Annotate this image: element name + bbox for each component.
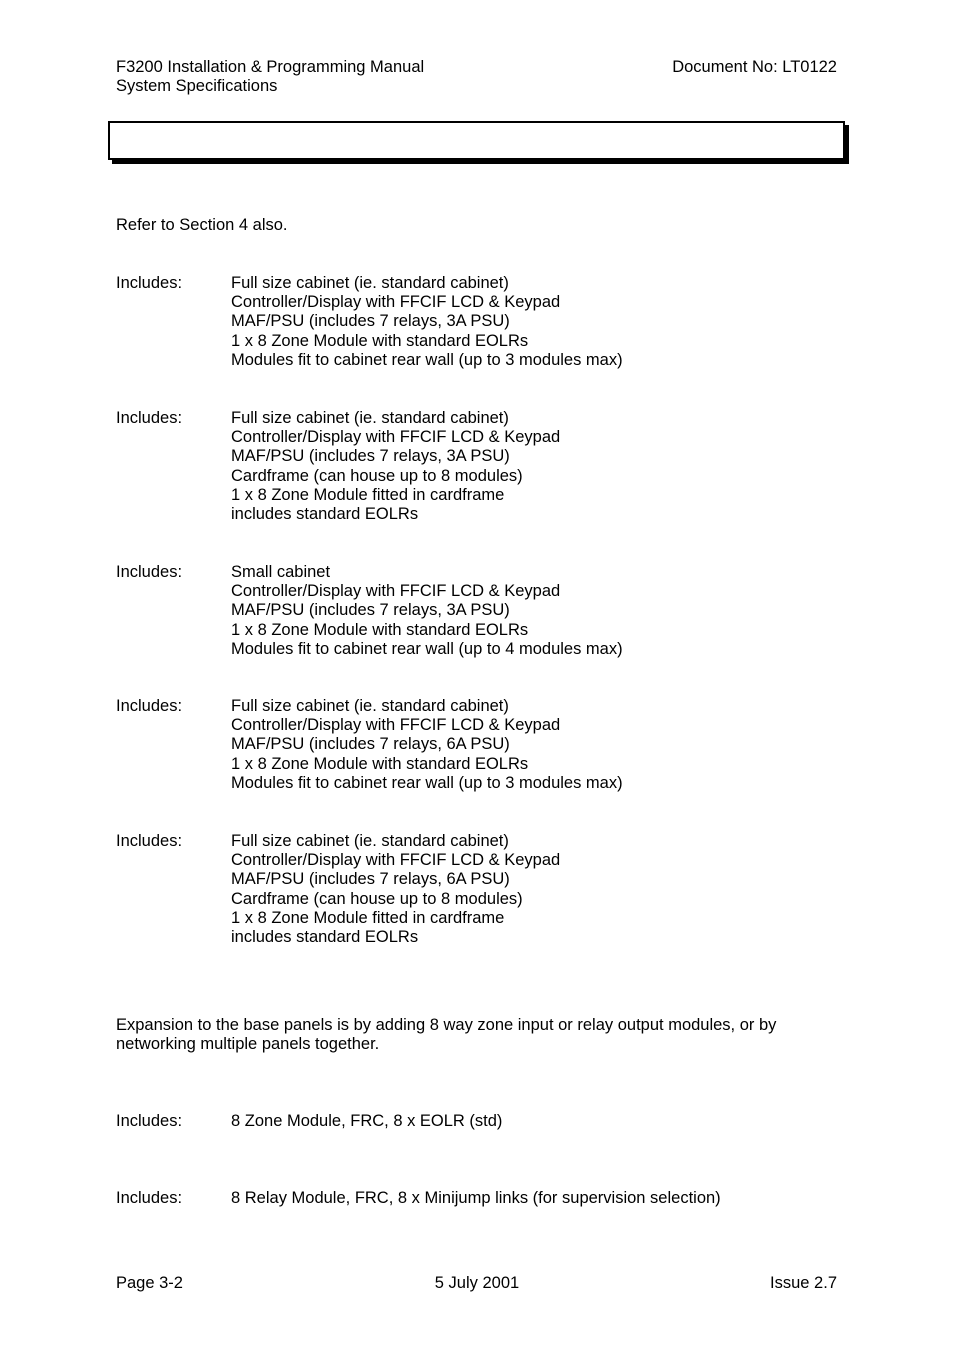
- includes-line: Cardframe (can house up to 8 modules): [231, 889, 523, 908]
- includes-line: MAF/PSU (includes 7 relays, 6A PSU): [231, 735, 510, 754]
- includes-line: Modules fit to cabinet rear wall (up to 3 modules max): [231, 773, 623, 792]
- includes-line: 1 x 8 Zone Module with standard EOLRs: [231, 620, 529, 639]
- includes-line: 1 x 8 Zone Module with standard EOLRs: [231, 331, 529, 350]
- includes-line: Controller/Display with FFCIF LCD & Keypad: [231, 293, 561, 312]
- includes-line: Full size cabinet (ie. standard cabinet): [231, 832, 509, 850]
- intro-text: Refer to Section 4 also.: [116, 216, 288, 234]
- includes-label: Includes:: [116, 274, 183, 292]
- includes-line: Cardframe (can house up to 8 modules): [231, 466, 523, 485]
- includes-line: 8 Relay Module, FRC, 8 x Minijump links (for supervision selection): [231, 1189, 721, 1207]
- includes-label: Includes:: [116, 832, 183, 850]
- includes-line: Controller/Display with FFCIF LCD & Keypad: [231, 582, 561, 601]
- includes-line: MAF/PSU (includes 7 relays, 3A PSU): [231, 447, 510, 466]
- expansion-text-line-2: networking multiple panels together.: [116, 1035, 380, 1053]
- includes-label: Includes:: [116, 1112, 183, 1130]
- includes-label: Includes:: [116, 697, 183, 715]
- includes-label: Includes:: [116, 1189, 183, 1207]
- includes-label: Includes:: [116, 409, 183, 427]
- includes-line: includes standard EOLRs: [231, 928, 419, 947]
- includes-line: Modules fit to cabinet rear wall (up to 4 modules max): [231, 639, 623, 658]
- includes-line: MAF/PSU (includes 7 relays, 6A PSU): [231, 870, 510, 889]
- includes-line: Small cabinet: [231, 563, 331, 581]
- includes-line: Controller/Display with FFCIF LCD & Keypad: [231, 716, 561, 735]
- expansion-text-line-1: Expansion to the base panels is by adding 8 way zone input or relay output modules, or by: [116, 1016, 777, 1034]
- manual-title: F3200 Installation & Programming Manual: [116, 58, 425, 76]
- includes-line: 8 Zone Module, FRC, 8 x EOLR (std): [231, 1112, 503, 1130]
- includes-line: MAF/PSU (includes 7 relays, 3A PSU): [231, 601, 510, 620]
- issue-number: Issue 2.7: [770, 1274, 837, 1292]
- includes-line: 1 x 8 Zone Module fitted in cardframe: [231, 485, 505, 504]
- includes-line: Full size cabinet (ie. standard cabinet): [231, 274, 509, 292]
- section-subtitle: System Specifications: [116, 77, 278, 95]
- includes-line: 1 x 8 Zone Module fitted in cardframe: [231, 908, 505, 927]
- footer-date: 5 July 2001: [434, 1274, 520, 1292]
- includes-line: Full size cabinet (ie. standard cabinet): [231, 409, 509, 427]
- page-number: Page 3-2: [116, 1274, 183, 1292]
- includes-line: Full size cabinet (ie. standard cabinet): [231, 697, 509, 715]
- document-number: Document No: LT0122: [672, 58, 837, 76]
- includes-line: 1 x 8 Zone Module with standard EOLRs: [231, 754, 529, 773]
- includes-line: includes standard EOLRs: [231, 505, 419, 524]
- includes-line: MAF/PSU (includes 7 relays, 3A PSU): [231, 312, 510, 331]
- section-heading-box: [108, 121, 845, 160]
- includes-line: Controller/Display with FFCIF LCD & Keypad: [231, 851, 561, 870]
- includes-line: Controller/Display with FFCIF LCD & Keypad: [231, 428, 561, 447]
- includes-line: Modules fit to cabinet rear wall (up to 3 modules max): [231, 350, 623, 369]
- includes-label: Includes:: [116, 563, 183, 581]
